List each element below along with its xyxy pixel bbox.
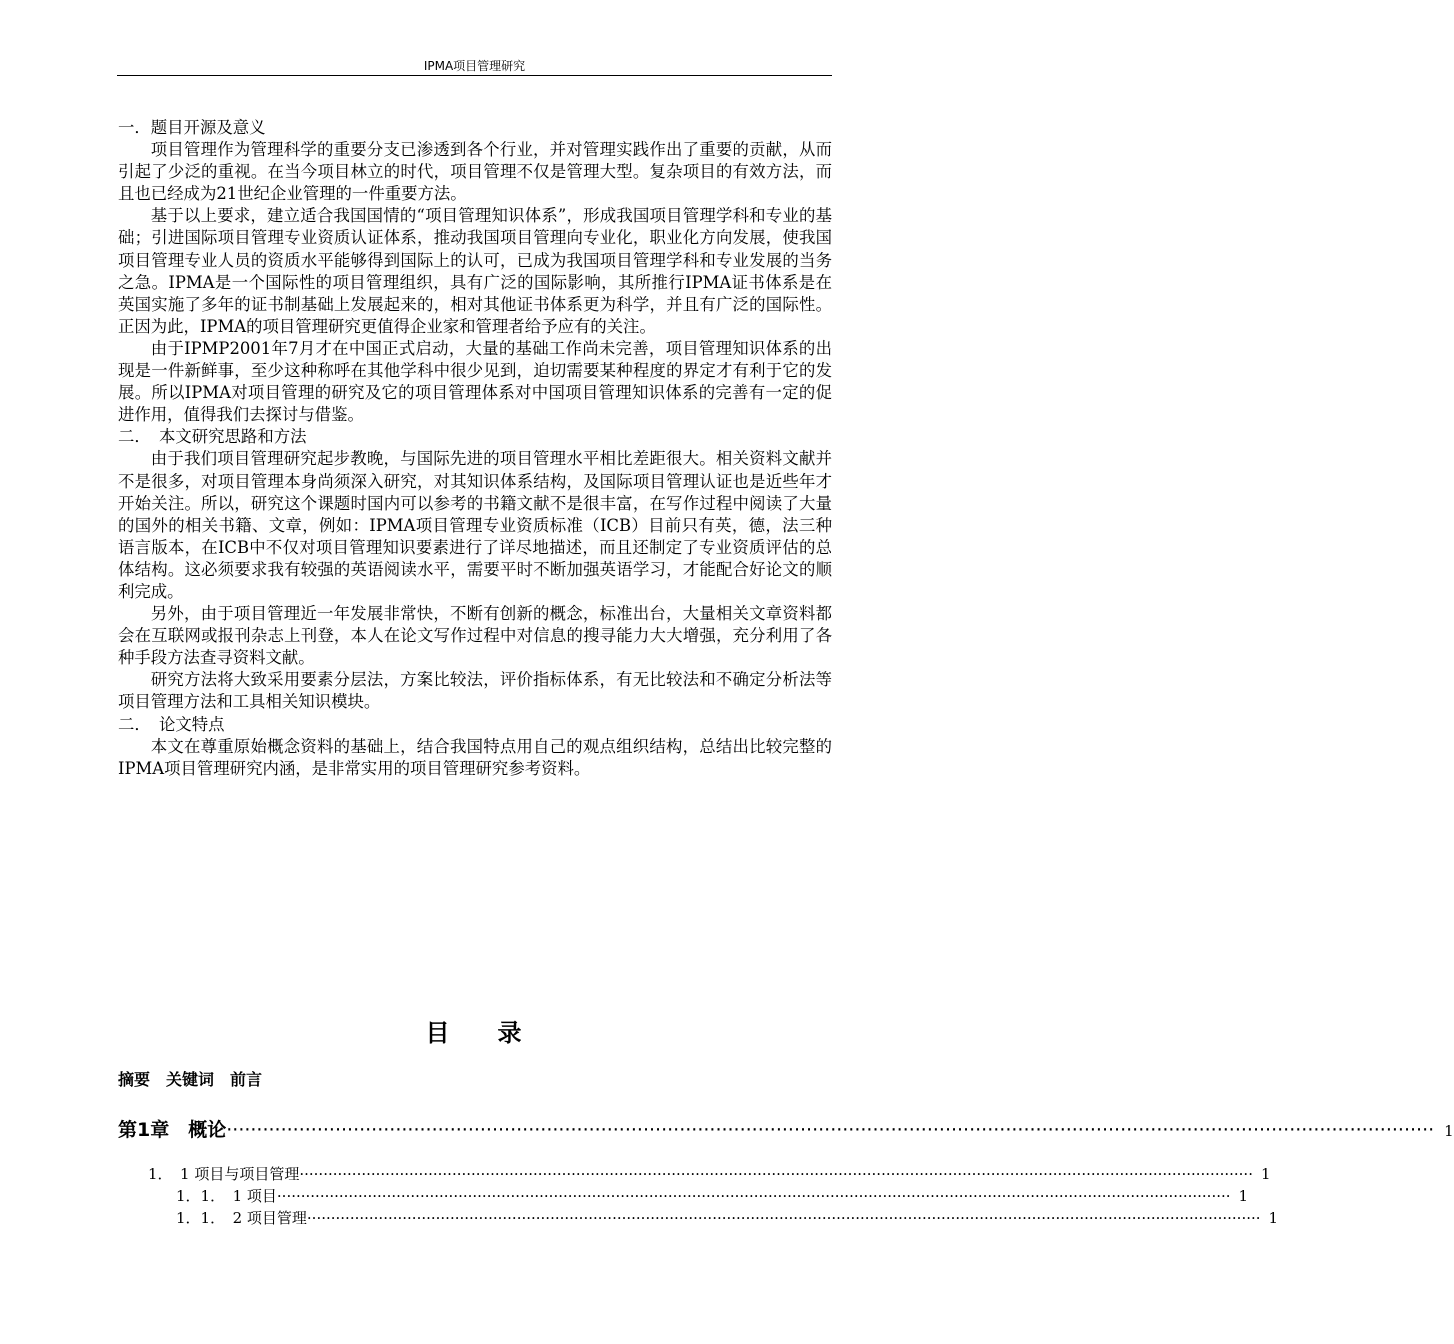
toc-page-number: 1 [1268,1209,1279,1227]
paragraph: 由于我们项目管理研究起步教晚，与国际先进的项目管理水平相比差距很大。相关资料文献并不是很多，对项目管理本身尚须深入研究，对其知识体系结构，及国际项目管理认证也是近些年才开始关注。所以，研究这个课题时国内可以参考的书籍文献不是很丰富，在写作过程中阅读了大量的国外的相关书籍、文章，例如：IPMA项目管理专业资质标准（ICB）目前只有英，德，法三种语言版本，在ICB中不仅对项目管理知识要素进行了详尽地描述，而且还制定了专业资质评估的总体结构。这必须要求我有较强的英语阅读水平，需要平时不断加强英语学习，才能配合好论文的顺利完成。 [118,449,832,601]
heading-paper-features: 二． 论文特点 [118,714,225,734]
toc-front-matter: 摘要 关键词 前言 [118,1070,263,1089]
toc-entry-label: 第1章 概论 [118,1119,227,1141]
toc-entry-section-1-1[interactable] [148,1164,1271,1185]
paragraph: 研究方法将大致采用要素分层法，方案比较法，评价指标体系，有无比较法和不确定分析法等项目管理方法和工具相关知识模块。 [118,670,832,712]
paragraph: 本文在尊重原始概念资料的基础上，结合我国特点用自己的观点组织结构，总结出比较完整的IPMA项目管理研究内涵，是非常实用的项目管理研究参考资料。 [118,736,832,778]
toc-page-number: 1 [1444,1122,1454,1140]
toc-entry-section-1-1-1[interactable] [176,1186,1249,1207]
toc-entry-label: 1．1． 1 项目 [176,1187,277,1205]
toc-entry-label: 1． 1 项目与项目管理 [148,1165,300,1183]
toc-entry-chapter-1[interactable] [118,1117,1454,1144]
heading-topic-origin: 一．题目开源及意义 [118,118,266,137]
body-text [118,117,832,780]
toc-leader-dots: ········································································································································································································ [276,1187,1231,1205]
toc-entry-label: 1．1． 2 项目管理 [176,1209,307,1227]
paragraph: 项目管理作为管理科学的重要分支已渗透到各个行业，并对管理实践作出了重要的贡献，从而引起了少泛的重视。在当今项目林立的时代，项目管理不仅是管理大型。复杂项目的有效方法，而且也已经成为21世纪企业管理的一件重要方法。 [118,140,832,204]
header-divider [117,75,832,76]
paragraph: 另外，由于项目管理近一年发展非常快，不断有创新的概念，标准出台，大量相关文章资料都会在互联网或报刊杂志上刊登，本人在论文写作过程中对信息的搜寻能力大大增强，充分利用了各种手段方法查寻资料文献。 [118,604,832,668]
toc-entry-section-1-1-2[interactable] [176,1208,1279,1229]
toc-leader-dots: ········································································································································································································ [299,1165,1253,1183]
toc-title: 目 录 [425,1019,524,1047]
toc-page-number: 1 [1238,1187,1249,1205]
toc-page-number: 1 [1260,1165,1271,1183]
paragraph: 由于IPMP2001年7月才在中国正式启动，大量的基础工作尚未完善，项目管理知识体系的出现是一件新鲜事，至少这种称呼在其他学科中很少见到，迫切需要某种程度的界定才有利于它的发展。所以IPMA对项目管理的研究及它的项目管理体系对中国项目管理知识体系的完善有一定的促进作用，值得我们去探讨与借鉴。 [118,338,832,425]
paragraph: 基于以上要求，建立适合我国国情的“项目管理知识体系”，形成我国项目管理学科和专业的基础；引进国际项目管理专业资质认证体系，推动我国项目管理向专业化，职业化方向发展，使我国项目管理专业人员的资质水平能够得到国际上的认可，已成为我国项目管理学科和专业发展的当务之急。IPMA是一个国际性的项目管理组织，具有广泛的国际影响，其所推行IPMA证书体系是在英国实施了多年的证书制基础上发展起来的，相对其他证书体系更为科学，并且有广泛的国际性。正因为此，IPMA的项目管理研究更值得企业家和管理者给予应有的关注。 [118,206,832,336]
page-header: IPMA项目管理研究 [423,59,526,73]
heading-research-method: 二． 本文研究思路和方法 [118,427,307,447]
toc-leader-dots: ········································································································································································································ [226,1119,1435,1141]
toc-leader-dots: ········································································································································································································ [306,1209,1261,1227]
